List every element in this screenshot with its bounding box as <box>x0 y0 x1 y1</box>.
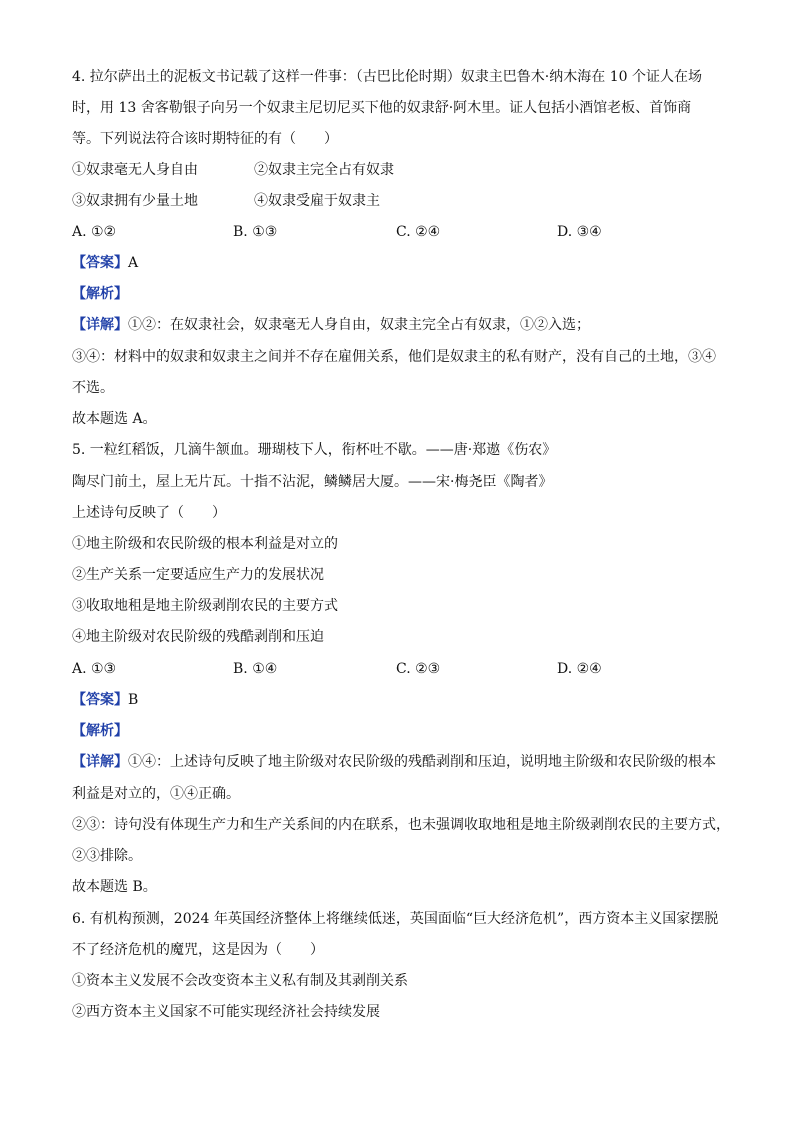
question-4-text-line-1: 4. 拉尔萨出土的泥板文书记载了这样一件事：（古巴比伦时期）奴隶主巴鲁木·纳木海在 10 个证人在场 <box>72 69 702 85</box>
question-4-text-line-2: 时，用 13 舍客勒银子向另一个奴隶主尼切尼买下他的奴隶舒·阿木里。证人包括小酒馆老板、首饰商 <box>72 100 692 116</box>
question-5-detail-line-4: ②③排除。 <box>72 848 142 864</box>
question-5-statement-4: ④地主阶级对农民阶级的残酷剥削和压迫 <box>72 629 324 645</box>
detail-text: ①②：在奴隶社会，奴隶毫无人身自由，奴隶主完全占有奴隶，①②入选； <box>128 317 590 333</box>
answer-value: A <box>128 255 139 271</box>
question-5-answer <box>72 690 138 710</box>
answer-label: 【答案】 <box>72 692 128 708</box>
question-5-option-d: D. ②④ <box>557 661 602 677</box>
question-4-detail-line-2: ③④：材料中的奴隶和奴隶主之间并不存在雇佣关系，他们是奴隶主的私有财产，没有自己的土地，③④ <box>72 349 716 365</box>
question-5-detail-line-2: 利益是对立的，①④正确。 <box>72 786 240 802</box>
question-4-text-line-3: 等。下列说法符合该时期特征的有（ ） <box>72 131 338 147</box>
question-5-option-c: C. ②③ <box>396 661 441 677</box>
question-4-statement-1: ①奴隶毫无人身自由 <box>72 162 198 178</box>
question-5-statement-3: ③收取地租是地主阶级剥削农民的主要方式 <box>72 598 338 614</box>
question-5-detail-line-1 <box>72 752 716 772</box>
question-5-text-line-1: 5. 一粒红稻饭，几滴牛颔血。珊瑚枝下人，衔杯吐不歇。——唐·郑遨《伤农》 <box>72 442 557 458</box>
question-4-option-d: D. ③④ <box>557 224 602 240</box>
detail-text: ①④：上述诗句反映了地主阶级对农民阶级的残酷剥削和压迫，说明地主阶级和农民阶级的根本 <box>128 754 716 770</box>
question-5-option-a: A. ①③ <box>72 661 117 677</box>
detail-label: 【详解】 <box>72 317 128 333</box>
question-5-conclusion: 故本题选 B。 <box>72 879 157 895</box>
question-5-text-line-2: 陶尽门前土，屋上无片瓦。十指不沾泥，鳞鳞居大厦。——宋·梅尧臣《陶者》 <box>72 474 553 490</box>
question-6-text-line-1: 6. 有机构预测，2024 年英国经济整体上将继续低迷，英国面临“巨大经济危机”，西方资本主义国家摆脱 <box>72 911 719 927</box>
analysis-label: 【解析】 <box>72 286 128 302</box>
question-6-statement-2: ②西方资本主义国家不可能实现经济社会持续发展 <box>72 1004 380 1020</box>
question-4-statement-2: ②奴隶主完全占有奴隶 <box>254 162 394 178</box>
question-5-statement-1: ①地主阶级和农民阶级的根本利益是对立的 <box>72 536 338 552</box>
question-4-statement-3: ③奴隶拥有少量土地 <box>72 193 198 209</box>
question-4-detail-line-3: 不选。 <box>72 380 114 396</box>
question-4-option-c: C. ②④ <box>396 224 441 240</box>
question-4-answer <box>72 253 138 273</box>
detail-label: 【详解】 <box>72 754 128 770</box>
question-4-conclusion: 故本题选 A。 <box>72 411 157 427</box>
answer-value: B <box>128 692 139 708</box>
question-6-text-line-2: 不了经济危机的魔咒，这是因为（ ） <box>72 942 324 958</box>
question-5-statement-2: ②生产关系一定要适应生产力的发展状况 <box>72 567 324 583</box>
question-4-detail-line-1 <box>72 315 590 335</box>
question-5-option-b: B. ①④ <box>233 661 278 677</box>
question-4-option-b: B. ①③ <box>233 224 278 240</box>
question-5-detail-line-3: ②③：诗句没有体现生产力和生产关系间的内在联系，也未强调收取地租是地主阶级剥削农民的主要方式， <box>72 817 730 833</box>
answer-label: 【答案】 <box>72 255 128 271</box>
question-4-option-a: A. ①② <box>72 224 117 240</box>
question-4-analysis-heading <box>72 284 128 304</box>
question-5-analysis-heading <box>72 721 128 741</box>
question-6-statement-1: ①资本主义发展不会改变资本主义私有制及其剥削关系 <box>72 973 408 989</box>
question-5-text-line-3: 上述诗句反映了（ ） <box>72 505 226 521</box>
analysis-label: 【解析】 <box>72 723 128 739</box>
question-4-statement-4: ④奴隶受雇于奴隶主 <box>254 193 380 209</box>
